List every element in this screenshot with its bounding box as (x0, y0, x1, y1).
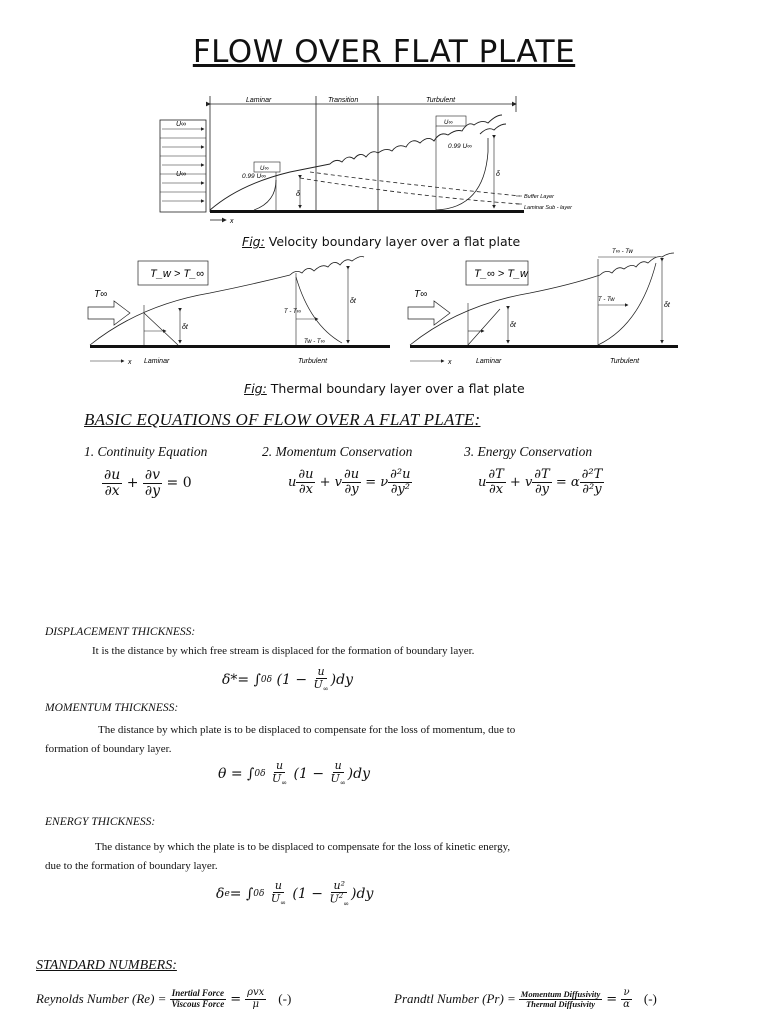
left-tw-minus-tinf: Tw - T∞ (304, 339, 325, 345)
displacement-equation: δ*= ∫ 0 δ (1 − $\frac{u}{U_\infty}$ )dy (222, 665, 353, 693)
u-inf-label-mid: U∞ (176, 171, 187, 178)
energy-text-2: due to the formation of boundary layer. (45, 860, 218, 872)
right-tinf-minus-tw: T∞ - Tw (612, 249, 633, 255)
u099-turb: 0.99 U∞ (448, 143, 472, 150)
continuity-label: 1. Continuity Equation (84, 444, 208, 459)
left-laminar: Laminar (144, 358, 170, 365)
left-condition: T_w > T_∞ (150, 268, 204, 280)
momentum-text-2: formation of boundary layer. (45, 743, 172, 755)
fig2-caption-text: Thermal boundary layer over a flat plate (266, 381, 525, 396)
energy-heading: ENERGY THICKNESS: (45, 816, 156, 828)
right-turbulent: Turbulent (610, 358, 640, 365)
x-axis-label: x (230, 218, 234, 225)
right-condition: T_∞ > T_w (474, 268, 528, 280)
prandtl-equation: Prandtl Number (Pr) = $\frac{\text{Momentum Diffusivity}}{\text{Thermal Diffusivity}}$ = $\frac{\nu}{\alpha}$ (-) (394, 987, 657, 1010)
thermal-boundary-layer-figure (80, 245, 692, 375)
right-t-minus-tw: T - Tw (598, 297, 615, 303)
momentum-text-1: The distance by which plate is to be displaced to compensate for the loss of momentum, due to (98, 724, 516, 736)
right-laminar: Laminar (476, 358, 502, 365)
prandtl-dimless: (-) (643, 991, 657, 1006)
left-t-inf: T∞ (94, 289, 108, 300)
energy-text-1: The distance by which the plate is to be displaced to compensate for the loss of kinetic energy, (95, 841, 511, 853)
continuity-equation: $\frac{\partial u}{\partial x}$ + $\frac{\partial v}{\partial y}$ = 0 (104, 467, 192, 499)
reynolds-dimless: (-) (278, 991, 292, 1006)
right-delta-t-turb: δt (664, 302, 670, 309)
u099-lam: 0.99 U∞ (242, 173, 266, 180)
prandtl-numerator: Momentum Diffusivity (520, 988, 601, 999)
left-t-minus-tinf: T - T∞ (284, 309, 301, 315)
momentum-thickness-equation: θ = ∫ 0 δ $\frac{u}{U_\infty}$ (1 − $\frac{u}{U_\infty}$ )dy (218, 759, 371, 787)
fig2-caption-prefix: Fig: (244, 381, 267, 396)
momentum-label: 2. Momentum Conservation (262, 444, 413, 459)
energy-label: 3. Energy Conservation (464, 444, 593, 459)
buffer-layer-label: Buffer Layer (524, 194, 554, 200)
left-turbulent: Turbulent (298, 358, 328, 365)
energy-equation: u $\frac{\partial T}{\partial x}$ + v $\frac{\partial T}{\partial y}$ = α $\frac{\text{∂²T}}{\text{∂²y}}$ (478, 467, 603, 497)
prandtl-label: Prandtl Number (Pr) = (394, 991, 516, 1006)
right-t-inf: T∞ (414, 289, 428, 300)
u-inf-turb-box: U∞ (444, 120, 453, 126)
left-delta-t-turb: δt (350, 298, 356, 305)
region-transition: Transition (328, 97, 359, 104)
left-delta-t-lam: δt (182, 324, 188, 331)
reynolds-numerator: Inertial Force (171, 988, 224, 999)
region-laminar: Laminar (246, 97, 272, 104)
energy-thickness-equation: δ e = ∫ 0 δ $\frac{u}{U_\infty}$ (1 − $\frac{\text{u²}}{U^2_\infty}$ )dy (216, 879, 374, 908)
region-turbulent: Turbulent (426, 97, 456, 104)
prandtl-denominator: Thermal Diffusivity (525, 998, 596, 1009)
momentum-heading: MOMENTUM THICKNESS: (45, 702, 179, 714)
fig1-caption-text: Velocity boundary layer over a flat plate (264, 234, 521, 249)
delta-turbulent: δ (496, 171, 500, 178)
momentum-equation: u $\frac{\partial u}{\partial x}$ + v $\frac{\partial u}{\partial y}$ = ν $\frac{\text{∂²u}}{\text{∂y²}}$ (288, 467, 411, 497)
u-inf-label-top: U∞ (176, 121, 187, 128)
delta-laminar: δ (296, 191, 300, 198)
u-inf-lam-box: U∞ (260, 166, 269, 172)
basic-equations-heading: BASIC EQUATIONS OF FLOW OVER A FLAT PLATE: (84, 410, 481, 429)
reynolds-label: Reynolds Number (Re) = (36, 991, 167, 1006)
displacement-text: It is the distance by which free stream is displaced for the formation of boundary layer. (92, 645, 475, 657)
left-x-axis: x (128, 359, 132, 366)
fig2-caption (244, 381, 525, 396)
fig1-caption-prefix: Fig: (242, 234, 265, 249)
page-title: FLOW OVER FLAT PLATE (192, 34, 576, 70)
reynolds-denominator: Viscous Force (171, 998, 225, 1009)
reynolds-equation: Reynolds Number (Re) = $\frac{\text{Inertial Force}}{\text{Viscous Force}}$ = $\frac{\text{ρvx}}{\mu}$ (-) (36, 987, 292, 1010)
laminar-sublayer-label: Laminar Sub - layer (524, 205, 572, 211)
standard-numbers-heading: STANDARD NUMBERS: (36, 958, 177, 973)
displacement-heading: DISPLACEMENT THICKNESS: (45, 626, 196, 638)
right-delta-t-lam: δt (510, 322, 516, 329)
velocity-boundary-layer-figure (150, 92, 600, 227)
right-x-axis: x (448, 359, 452, 366)
